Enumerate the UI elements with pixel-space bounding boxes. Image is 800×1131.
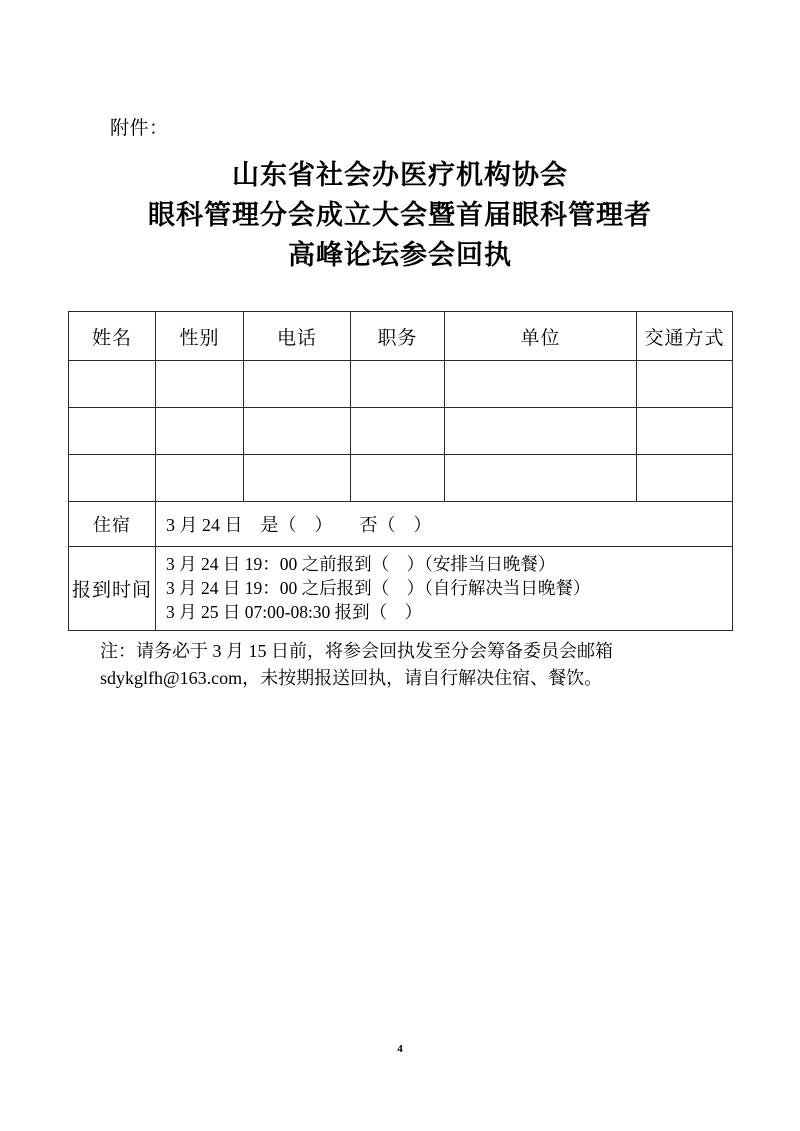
attachment-label: 附件： [110, 118, 169, 139]
title-line-2: 眼科管理分会成立大会暨首届眼科管理者 [148, 200, 652, 230]
entry-cell-position[interactable] [351, 408, 445, 455]
entry-cell-name[interactable] [69, 455, 156, 502]
page-title [60, 155, 740, 275]
note-line-2: sdykglfh@163.com，未按期报送回执，请自行解决住宿、餐饮。 [100, 668, 603, 688]
entry-cell-unit[interactable] [445, 408, 637, 455]
table-header-row [69, 312, 733, 361]
entry-cell-gender[interactable] [156, 455, 244, 502]
entry-cell-phone[interactable] [244, 455, 351, 502]
entry-cell-gender[interactable] [156, 408, 244, 455]
entry-cell-transport[interactable] [637, 455, 733, 502]
note-block [100, 638, 740, 692]
entry-cell-name[interactable] [69, 408, 156, 455]
entry-cell-unit[interactable] [445, 361, 637, 408]
entry-cell-phone[interactable] [244, 408, 351, 455]
title-line-1: 山东省社会办医疗机构协会 [232, 160, 568, 190]
lodging-row [69, 502, 733, 547]
entry-cell-unit[interactable] [445, 455, 637, 502]
column-header-transport: 交通方式 [637, 312, 733, 361]
checkin-time-row [69, 547, 733, 631]
page-number: 4 [397, 1043, 403, 1055]
checkin-time-label: 报到时间 [69, 547, 156, 631]
table-row [69, 361, 733, 408]
entry-cell-gender[interactable] [156, 361, 244, 408]
column-header-name: 姓名 [69, 312, 156, 361]
entry-cell-transport[interactable] [637, 408, 733, 455]
column-header-phone: 电话 [244, 312, 351, 361]
checkin-option-before-19[interactable]: 3 月 24 日 19：00 之前报到（ ）（安排当日晚餐） [166, 554, 556, 574]
registration-table [68, 311, 733, 631]
entry-cell-name[interactable] [69, 361, 156, 408]
note-line-1: 注：请务必于 3 月 15 日前，将参会回执发至分会筹备委员会邮箱 [100, 641, 613, 661]
column-header-unit: 单位 [445, 312, 637, 361]
entry-cell-transport[interactable] [637, 361, 733, 408]
lodging-label: 住宿 [69, 502, 156, 547]
column-header-position: 职务 [351, 312, 445, 361]
checkin-option-morning[interactable]: 3 月 25 日 07:00-08:30 报到（ ） [166, 602, 423, 622]
entry-cell-position[interactable] [351, 455, 445, 502]
entry-cell-phone[interactable] [244, 361, 351, 408]
table-row [69, 408, 733, 455]
lodging-value[interactable]: 3 月 24 日 是（ ） 否（ ） [156, 502, 733, 547]
title-line-3: 高峰论坛参会回执 [288, 240, 512, 270]
checkin-time-options[interactable] [156, 547, 733, 631]
table-row [69, 455, 733, 502]
column-header-gender: 性别 [156, 312, 244, 361]
entry-cell-position[interactable] [351, 361, 445, 408]
checkin-option-after-19[interactable]: 3 月 24 日 19：00 之后报到（ ）（自行解决当日晚餐） [166, 578, 591, 598]
